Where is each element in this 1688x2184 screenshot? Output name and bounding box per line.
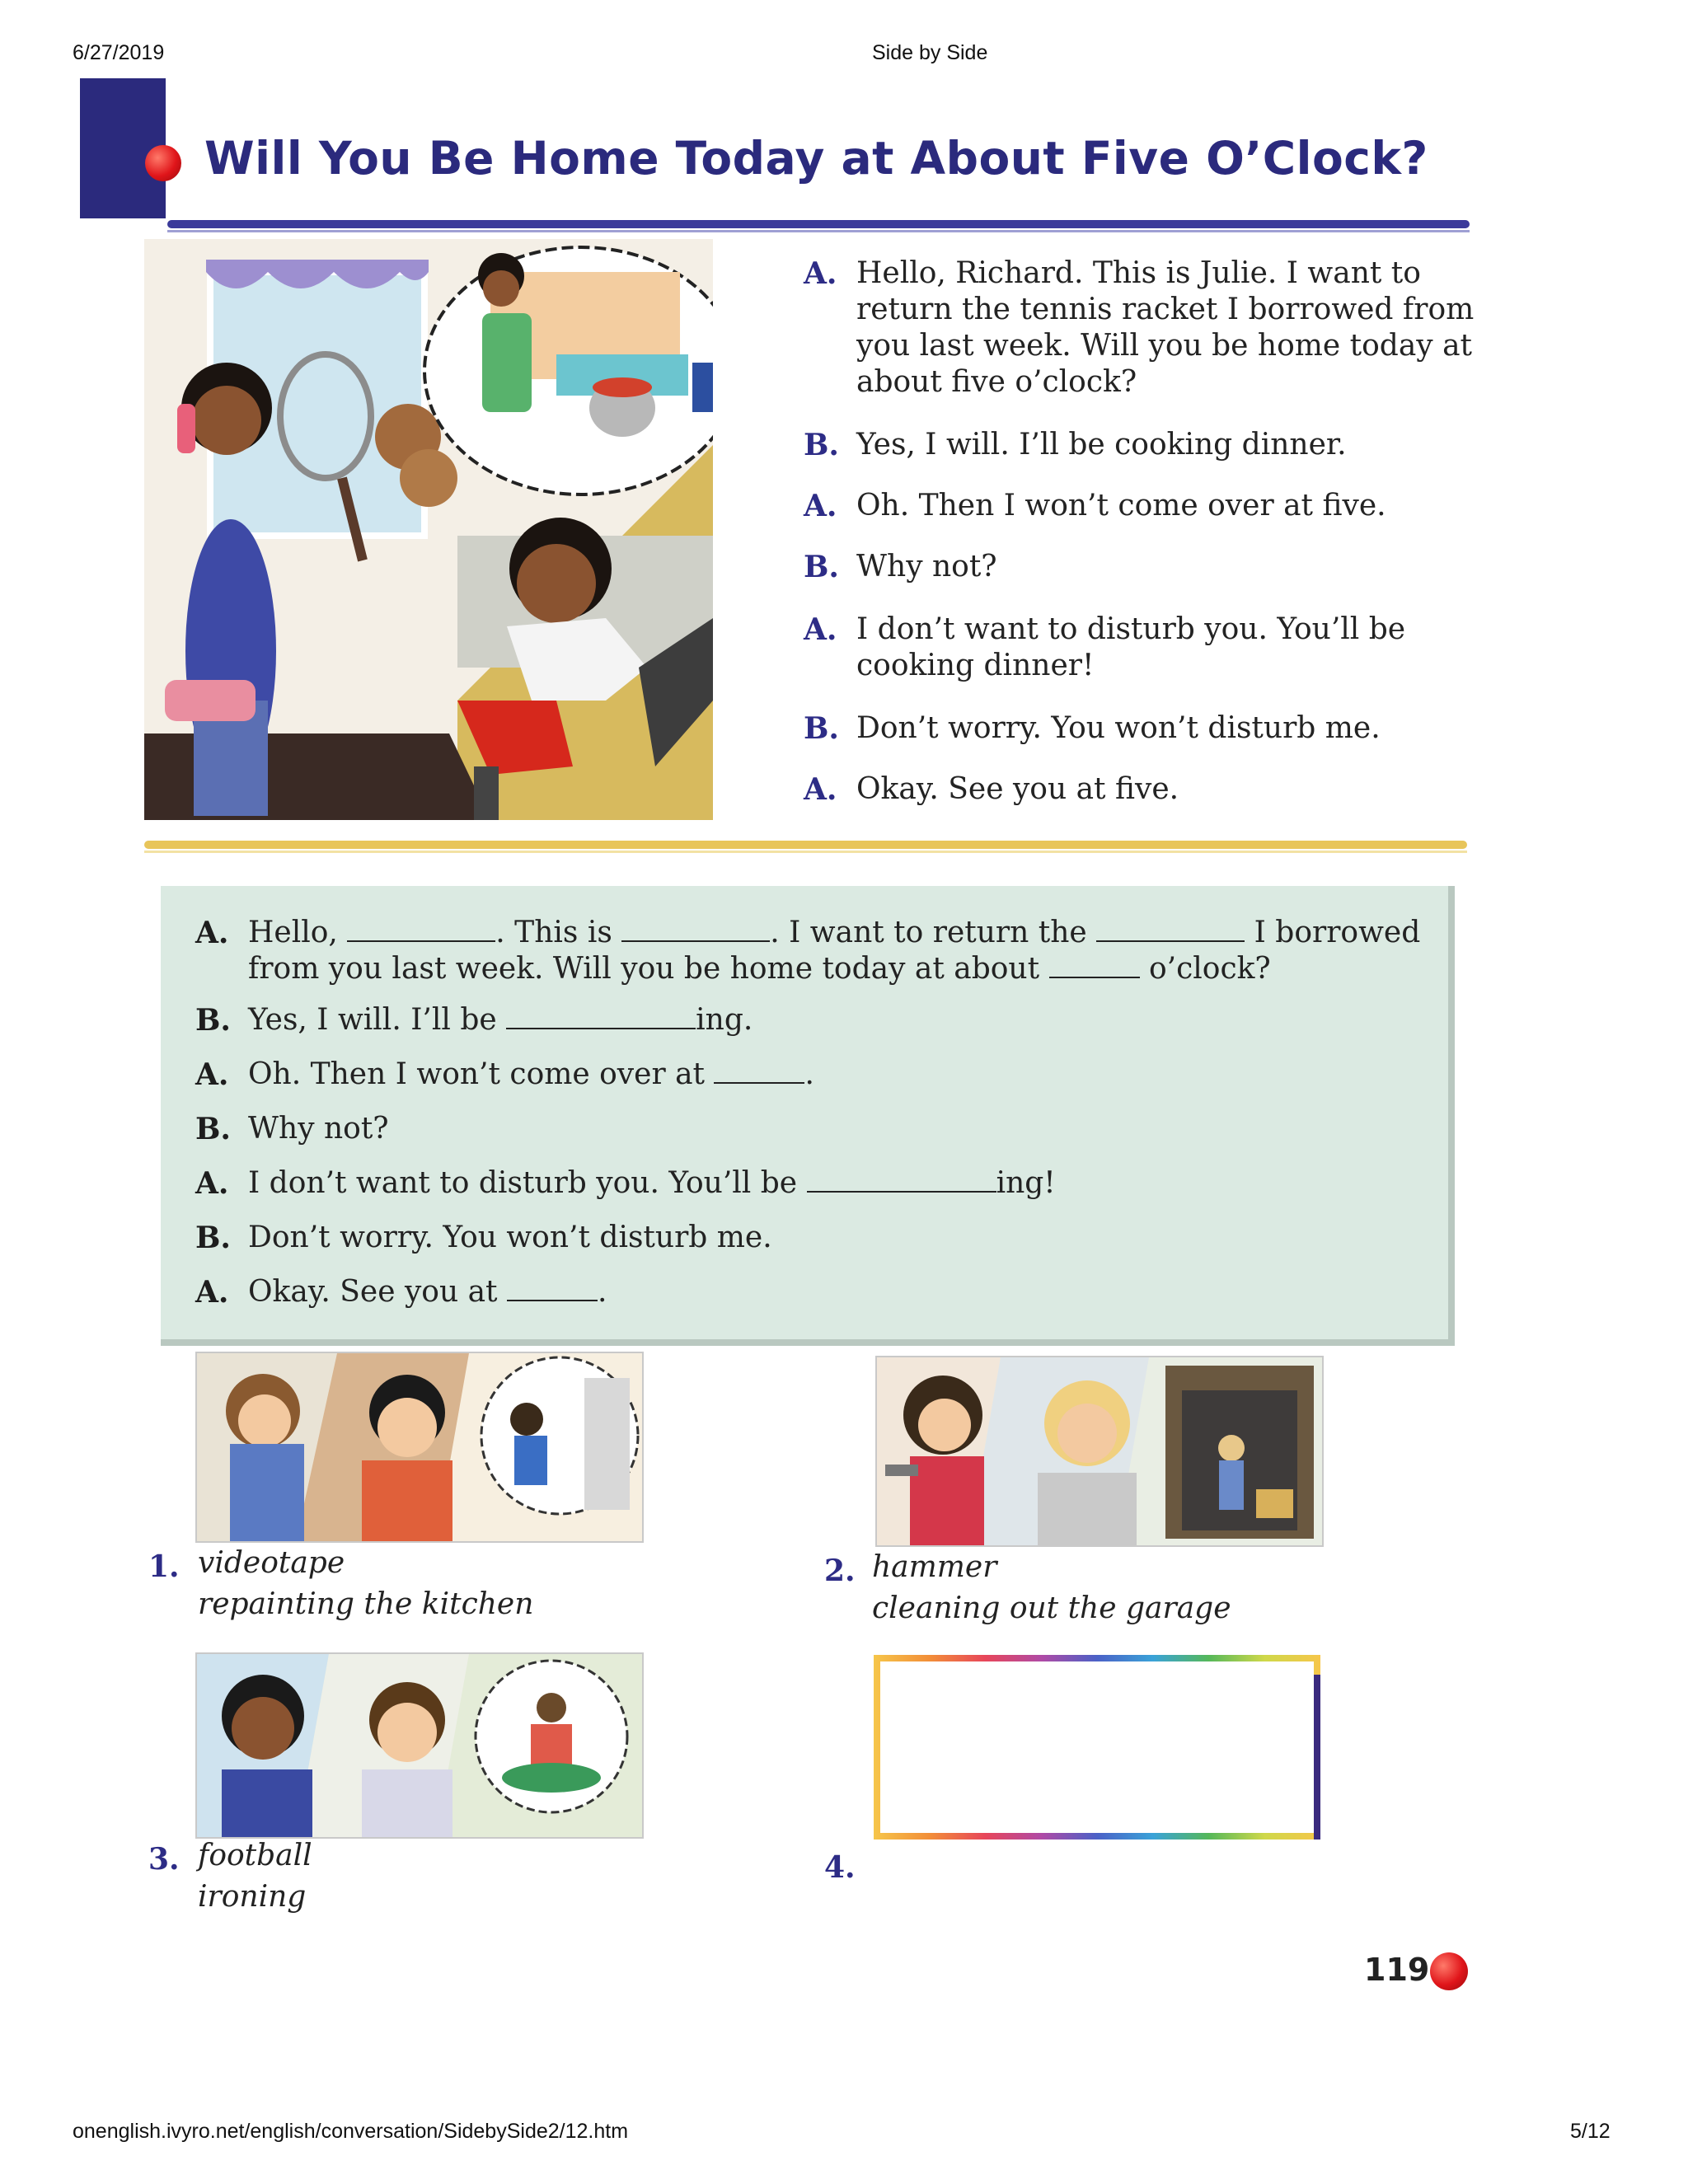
page-number: 119: [1364, 1952, 1430, 1988]
dialogue-line-1: [804, 255, 1516, 401]
fill-in-blank[interactable]: [621, 916, 770, 942]
practice-speaker: B.: [195, 1003, 231, 1038]
exercise-3-activity: ironing: [198, 1880, 307, 1914]
exercise-3-number: 3.: [148, 1842, 180, 1877]
exercise-1-number: 1.: [148, 1549, 180, 1584]
print-url[interactable]: onenglish.ivyro.net/english/conversation/SidebySide2/12.htm: [73, 2120, 629, 2143]
fill-in-blank[interactable]: [807, 1166, 996, 1193]
practice-speaker: A.: [195, 1057, 229, 1092]
fill-in-blank[interactable]: [714, 1057, 804, 1084]
lesson-title: Will You Be Home Today at About Five O’Clock?: [204, 132, 1428, 185]
dialogue-text: Hello, Richard. This is Julie. I want to return the tennis racket I borrowed from you last week. Will you be home today at about five o’clock?: [856, 256, 1475, 399]
practice-text: [248, 1165, 1468, 1202]
dialogue-speaker: B.: [804, 428, 839, 462]
practice-speaker: B.: [195, 1112, 231, 1146]
fill-in-blank[interactable]: [1096, 916, 1245, 942]
practice-text-part: ing.: [696, 1003, 753, 1037]
dialogue-speaker: A.: [804, 256, 837, 291]
print-page-title: Side by Side: [872, 41, 988, 64]
fill-in-blank[interactable]: [347, 916, 495, 942]
practice-text-part: .: [804, 1057, 814, 1091]
dialogue-line-6: [804, 710, 1516, 747]
fill-in-blank[interactable]: [506, 1003, 696, 1029]
exercise-2-object: hammer: [872, 1550, 997, 1584]
practice-speaker: A.: [195, 1275, 229, 1310]
title-rule: [167, 220, 1470, 228]
dialogue-line-2: [804, 427, 1516, 463]
exercise-4-number: 4.: [824, 1850, 856, 1885]
practice-text-part: Hello,: [248, 916, 348, 949]
practice-line-5: [195, 1165, 1468, 1202]
practice-text-part: . This is: [495, 916, 622, 949]
practice-text-part: Okay. See you at: [248, 1275, 507, 1309]
section-divider-shadow: [144, 851, 1467, 853]
exercise-2-illustration: [875, 1356, 1324, 1547]
fill-in-blank[interactable]: [507, 1275, 598, 1301]
dialogue-text: Oh. Then I won’t come over at five.: [856, 489, 1386, 523]
practice-text-part: o’clock?: [1139, 952, 1271, 986]
practice-text: [248, 915, 1468, 987]
dialogue-line-5: [804, 612, 1450, 684]
dialogue-text: Okay. See you at five.: [856, 772, 1179, 806]
practice-line-3: [195, 1057, 1468, 1093]
practice-text: [248, 1002, 1468, 1038]
practice-line-2: [195, 1002, 1468, 1038]
dialogue-line-4: [804, 549, 1516, 585]
practice-line-7: [195, 1274, 1468, 1310]
exercise-3-object: football: [198, 1839, 312, 1872]
practice-line-4: [195, 1111, 1468, 1147]
print-date: 6/27/2019: [73, 41, 165, 64]
practice-speaker: B.: [195, 1221, 231, 1255]
practice-text-part: ing!: [996, 1166, 1056, 1200]
practice-text-part: I don’t want to disturb you. You’ll be: [248, 1166, 807, 1200]
dialogue-text: I don’t want to disturb you. You’ll be cooking dinner!: [856, 612, 1406, 682]
dialogue-speaker: B.: [804, 711, 839, 746]
dialogue-text: Yes, I will. I’ll be cooking dinner.: [856, 428, 1347, 462]
section-divider: [144, 841, 1467, 849]
title-red-dot-icon: [145, 145, 181, 181]
exercise-4-blank-frame: [874, 1655, 1320, 1840]
dialogue-line-7: [804, 771, 1516, 808]
dialogue-text: Why not?: [856, 550, 997, 583]
practice-text-part: Yes, I will. I’ll be: [248, 1003, 507, 1037]
dialogue-speaker: A.: [804, 612, 837, 647]
practice-line-1: [195, 915, 1468, 987]
practice-text-part: . I want to return the: [770, 916, 1097, 949]
title-rule-shadow: [167, 230, 1470, 232]
print-page-count: 5/12: [1570, 2120, 1611, 2143]
practice-speaker: A.: [195, 1166, 229, 1201]
practice-text-part: .: [597, 1275, 607, 1309]
practice-line-6: [195, 1220, 1468, 1256]
practice-speaker: A.: [195, 916, 229, 950]
practice-text-part: Oh. Then I won’t come over at: [248, 1057, 715, 1091]
dialogue-speaker: A.: [804, 489, 837, 523]
fill-in-blank[interactable]: [1049, 952, 1140, 978]
exercise-2-number: 2.: [824, 1554, 856, 1588]
page-red-dot-icon: [1430, 1952, 1468, 1990]
exercise-3-illustration: [195, 1652, 644, 1839]
dialogue-speaker: A.: [804, 772, 837, 807]
practice-text: [248, 1057, 1468, 1093]
exercise-2-activity: cleaning out the garage: [872, 1591, 1231, 1625]
exercise-1-object: videotape: [198, 1546, 345, 1580]
practice-text: Why not?: [248, 1112, 389, 1146]
dialogue-line-3: [804, 488, 1516, 524]
practice-text: Don’t worry. You won’t disturb me.: [248, 1221, 772, 1254]
practice-text: [248, 1274, 1468, 1310]
exercise-1-activity: repainting the kitchen: [198, 1587, 534, 1621]
dialogue-speaker: B.: [804, 550, 839, 584]
exercise-1-illustration: [195, 1352, 644, 1543]
main-illustration: [144, 239, 713, 820]
practice-text-part: I borrowed: [1245, 916, 1421, 949]
practice-text-part: from you last week. Will you be home today at about: [248, 952, 1049, 986]
dialogue-text: Don’t worry. You won’t disturb me.: [856, 711, 1381, 745]
